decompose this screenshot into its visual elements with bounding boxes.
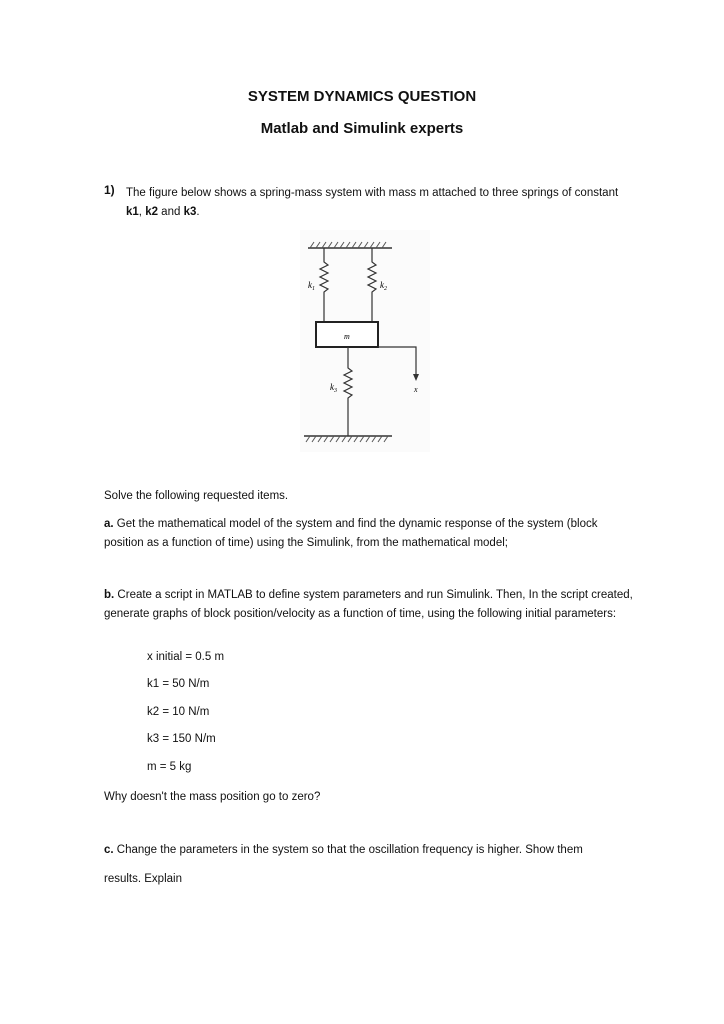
item-b-text: Create a script in MATLAB to define system parameters and run Simulink. Then, In the script created, generate graphs of block position/velocity as a function of time, using the following initial parameters: — [104, 589, 633, 620]
item-b — [104, 586, 634, 624]
figure-label-k2: $k_2$ — [380, 280, 387, 292]
question-text — [126, 184, 626, 222]
item-c-text2: results. Explain — [104, 873, 182, 885]
page-subtitle: Matlab and Simulink experts — [260, 120, 464, 137]
sep1: , — [138, 206, 146, 218]
item-b-label: b. — [104, 589, 115, 601]
k2-label: k2 — [145, 206, 158, 218]
intro-text: Solve the following requested items. — [104, 490, 289, 502]
param-k1: k1 = 50 N/m — [147, 678, 210, 690]
why-question: Why doesn't the mass position go to zero? — [104, 791, 321, 803]
question-number: 1) — [104, 183, 115, 197]
figure-label-k3: $k_3$ — [330, 382, 337, 394]
figure-label-k1: $k_1$ — [308, 280, 315, 292]
item-c — [104, 841, 634, 860]
param-m: m = 5 kg — [147, 761, 192, 773]
figure-label-x: x — [414, 385, 418, 394]
item-a — [104, 515, 634, 553]
page-title: SYSTEM DYNAMICS QUESTION — [247, 88, 477, 105]
param-k2: k2 = 10 N/m — [147, 706, 210, 718]
sep2: and — [157, 206, 184, 218]
k3-label: k3 — [183, 206, 197, 218]
question-end: . — [196, 206, 200, 218]
item-c-label: c. — [104, 844, 114, 856]
k1-label: k1 — [126, 206, 139, 218]
param-x-initial: x initial = 0.5 m — [147, 651, 225, 663]
item-a-text: Get the mathematical model of the system and find the dynamic response of the system (block position as a function of time) using the Simulink, from the mathematical model; — [104, 518, 598, 549]
item-c-text: Change the parameters in the system so that the oscillation frequency is higher. Show them — [113, 844, 583, 856]
question-text-part1: The figure below shows a spring-mass system with mass m attached to three springs of constant — [126, 187, 619, 199]
figure-label-mass: m — [344, 332, 350, 341]
item-a-label: a. — [104, 518, 114, 530]
spring-mass-figure — [300, 230, 430, 452]
param-k3: k3 = 150 N/m — [147, 733, 216, 745]
